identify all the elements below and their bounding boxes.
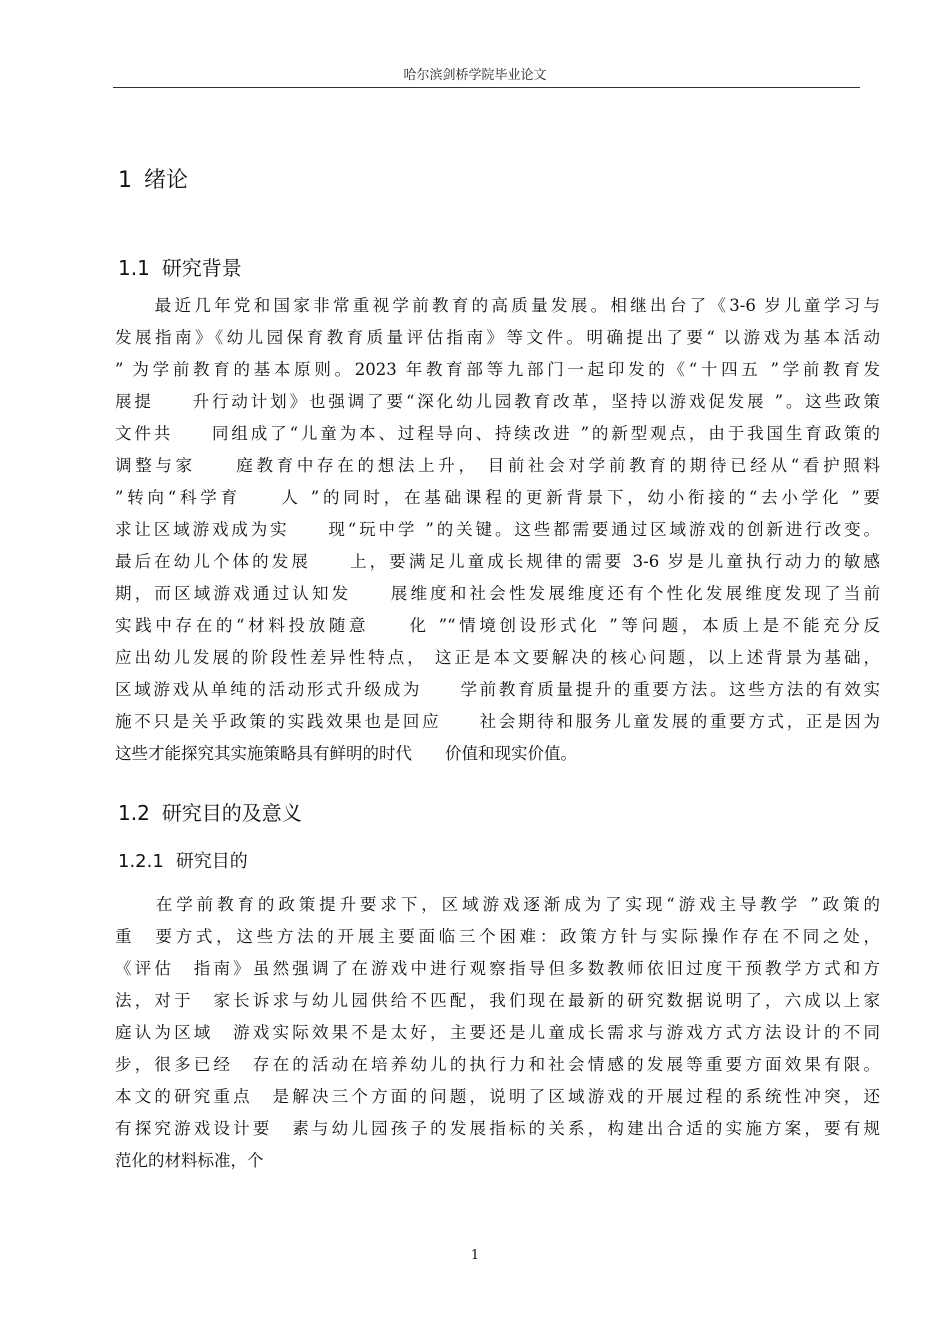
subsection-title: 研究目的 [175,851,248,872]
text-line: 应出幼儿发展的阶段性差异性特点， 这正是本文要解决的核心问题，以上述背景为基础， [115,648,880,667]
text-line: 文件共 同组成了“儿童为本、过程导向、持续改进 ”的新型观点，由于我国生育政策的 [115,424,880,443]
text-line: ”转向“科学育 人 ”的同时，在基础课程的更新背景下，幼小衔接的“去小学化 ”要 [115,488,880,507]
text-line: 有探究游戏设计要 素与幼儿园孩子的发展指标的关系，构建出合适的实施方案，要有规 [115,1119,880,1138]
subsection-number: 1.2.1 [118,851,164,872]
section-number: 1.1 [118,256,150,280]
text-line: 实践中存在的“材料投放随意 化 ”“情境创设形式化 ”等问题，本质上是不能充分反 [115,616,880,635]
header-divider [113,87,860,88]
paragraph-background [115,290,880,770]
text-line: 最后在幼儿个体的发展 上，要满足儿童成长规律的需要 3-6 岁是儿童执行动力的敏感 [115,552,880,571]
subsection-heading-1-2-1 [118,847,248,873]
chapter-number: 1 [118,168,132,193]
text-line: 期，而区域游戏通过认知发 展维度和社会性发展维度还有个性化发展维度发现了当前 [115,584,880,603]
chapter-title: 绪论 [144,168,189,193]
text-line: 展提 升行动计划》也强调了要“深化幼儿园教育改革，坚持以游戏促发展 ”。这些政策 [115,392,880,411]
text-line: 本文的研究重点 是解决三个方面的问题，说明了区域游戏的开展过程的系统性冲突，还 [115,1087,880,1106]
chapter-heading [118,163,188,194]
text-line: 重 要方式，这些方法的开展主要面临三个困难：政策方针与实际操作存在不同之处， [115,927,880,946]
running-header: 哈尔滨剑桥学院毕业论文 [403,68,547,83]
text-line: 步，很多已经 存在的活动在培养幼儿的执行力和社会情感的发展等重要方面效果有限。 [115,1055,880,1074]
text-line: 这些才能探究其实施策略具有鲜明的时代 价值和现实价值。 [115,744,577,763]
text-line: 区域游戏从单纯的活动形式升级成为 学前教育质量提升的重要方法。这些方法的有效实 [115,680,880,699]
section-number: 1.2 [118,801,150,825]
text-line: 《评估 指南》虽然强调了在游戏中进行观察指导但多数教师依旧过度干预教学方式和方 [115,959,880,978]
paragraph-purpose [115,889,880,1177]
text-line: 发展指南》《幼儿园保育教育质量评估指南》等文件。明确提出了要“ 以游戏为基本活动 [115,328,880,347]
text-line: 求让区域游戏成为实 现“玩中学 ”的关键。这些都需要通过区域游戏的创新进行改变。 [115,520,880,539]
page-number: 1 [470,1248,480,1263]
text-line: 调整与家 庭教育中存在的想法上升， 目前社会对学前教育的期待已经从“看护照料 [115,456,880,475]
text-line: 范化的材料标准，个 [115,1151,264,1170]
section-title: 研究背景 [161,256,242,280]
text-line: ” 为学前教育的基本原则。2023 年教育部等九部门一起印发的《“十四五 ”学前教育发 [115,360,880,379]
section-heading-1-1 [118,252,242,281]
text-line: 在学前教育的政策提升要求下，区域游戏逐渐成为了实现“游戏主导教学 ”政策的 [115,895,880,914]
text-line: 庭认为区域 游戏实际效果不是太好，主要还是儿童成长需求与游戏方式方法设计的不同 [115,1023,880,1042]
section-title: 研究目的及意义 [161,801,302,825]
text-line: 法，对于 家长诉求与幼儿园供给不匹配，我们现在最新的研究数据说明了，六成以上家 [115,991,880,1010]
section-heading-1-2 [118,797,302,826]
text-line: 施不只是关乎政策的实践效果也是回应 社会期待和服务儿童发展的重要方式，正是因为 [115,712,880,731]
text-line: 最近几年党和国家非常重视学前教育的高质量发展。相继出台了《3-6 岁儿童学习与 [115,296,880,315]
